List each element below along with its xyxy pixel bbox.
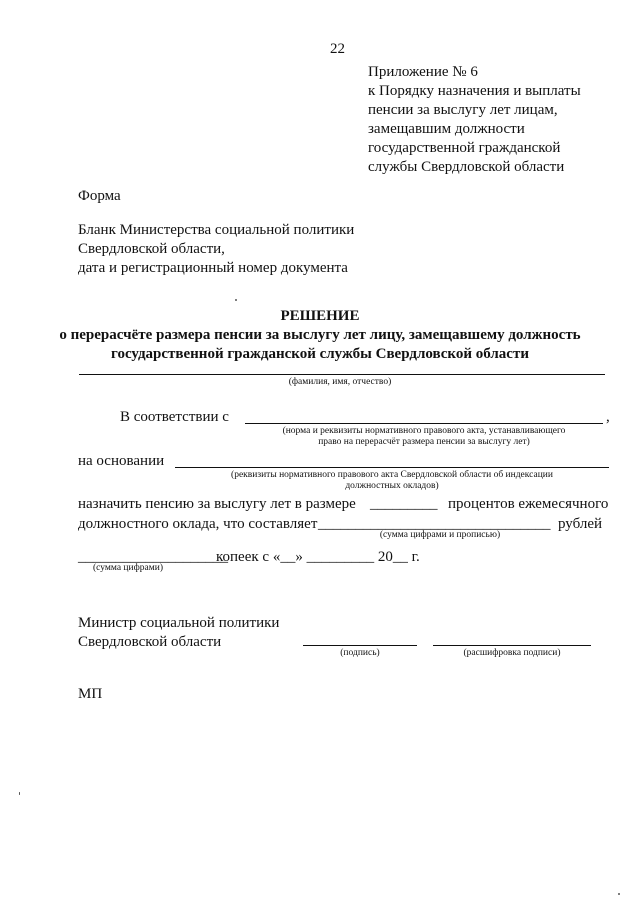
amount-caption: (сумма цифрами и прописью): [379, 530, 501, 540]
form-label: Форма: [78, 188, 121, 204]
document-subtitle-line1: о перерасчёте размера пенсии за выслугу лет лицу, замещавшему должность: [59, 327, 581, 343]
basis-caption1: (реквизиты нормативного правового акта Свердловской области об индексации: [231, 470, 553, 480]
minister-title-line2: Свердловской области: [78, 634, 222, 650]
kopecks-blank[interactable]: ____________________: [78, 549, 228, 565]
accordance-caption2: право на перерасчёт размера пенсии за выслугу лет): [318, 437, 530, 447]
letterhead-line: Свердловской области,: [78, 241, 225, 257]
fio-caption: (фамилия, имя, отчество): [288, 377, 392, 387]
letterhead-line: дата и регистрационный номер документа: [78, 260, 348, 276]
scan-speck: [235, 299, 237, 301]
accordance-comma: ,: [606, 409, 610, 425]
percent-blank[interactable]: _________: [370, 496, 438, 512]
amount-blank[interactable]: _______________________________: [318, 516, 551, 532]
fio-blank-line[interactable]: [79, 374, 605, 375]
assign-text-part4: рублей: [558, 516, 603, 532]
kopecks-caption: (сумма цифрами): [93, 563, 163, 573]
appendix-block: [368, 63, 581, 177]
appendix-line: пенсии за выслугу лет лицам,: [368, 102, 558, 118]
letterhead-block: [78, 221, 354, 278]
document-title: РЕШЕНИЕ: [280, 308, 360, 324]
minister-title-line1: Министр социальной политики: [78, 615, 280, 631]
decoding-caption: (расшифровка подписи): [463, 648, 561, 658]
kopecks-date-text: копеек с «__» _________ 20__ г.: [216, 549, 420, 565]
accordance-caption1: (норма и реквизиты нормативного правового акта, устанавливающего: [282, 426, 566, 436]
scan-speck: [618, 893, 620, 895]
signature-caption: (подпись): [340, 648, 380, 658]
accordance-label: В соответствии с: [120, 409, 229, 425]
assign-text-part2: процентов ежемесячного: [448, 496, 609, 512]
basis-label: на основании: [78, 453, 165, 469]
appendix-line: замещавшим должности: [368, 121, 525, 137]
appendix-line: государственной гражданской: [368, 140, 561, 156]
scan-speck: [19, 792, 20, 795]
page-number: 22: [330, 41, 345, 57]
basis-caption2: должностных окладов): [345, 481, 439, 491]
signature-blank-line[interactable]: [303, 645, 417, 646]
seal-label: МП: [78, 686, 103, 702]
basis-blank-line[interactable]: [175, 467, 609, 468]
accordance-blank-line[interactable]: [245, 423, 603, 424]
document-subtitle-line2: государственной гражданской службы Свердловской области: [111, 346, 529, 362]
decoding-blank-line[interactable]: [433, 645, 591, 646]
letterhead-line: Бланк Министерства социальной политики: [78, 222, 355, 238]
appendix-line: службы Свердловской области: [368, 159, 565, 175]
assign-text-part1: назначить пенсию за выслугу лет в размере: [78, 496, 356, 512]
appendix-line: Приложение № 6: [368, 64, 478, 80]
appendix-line: к Порядку назначения и выплаты: [368, 83, 581, 99]
assign-text-part3: должностного оклада, что составляет: [78, 516, 318, 532]
